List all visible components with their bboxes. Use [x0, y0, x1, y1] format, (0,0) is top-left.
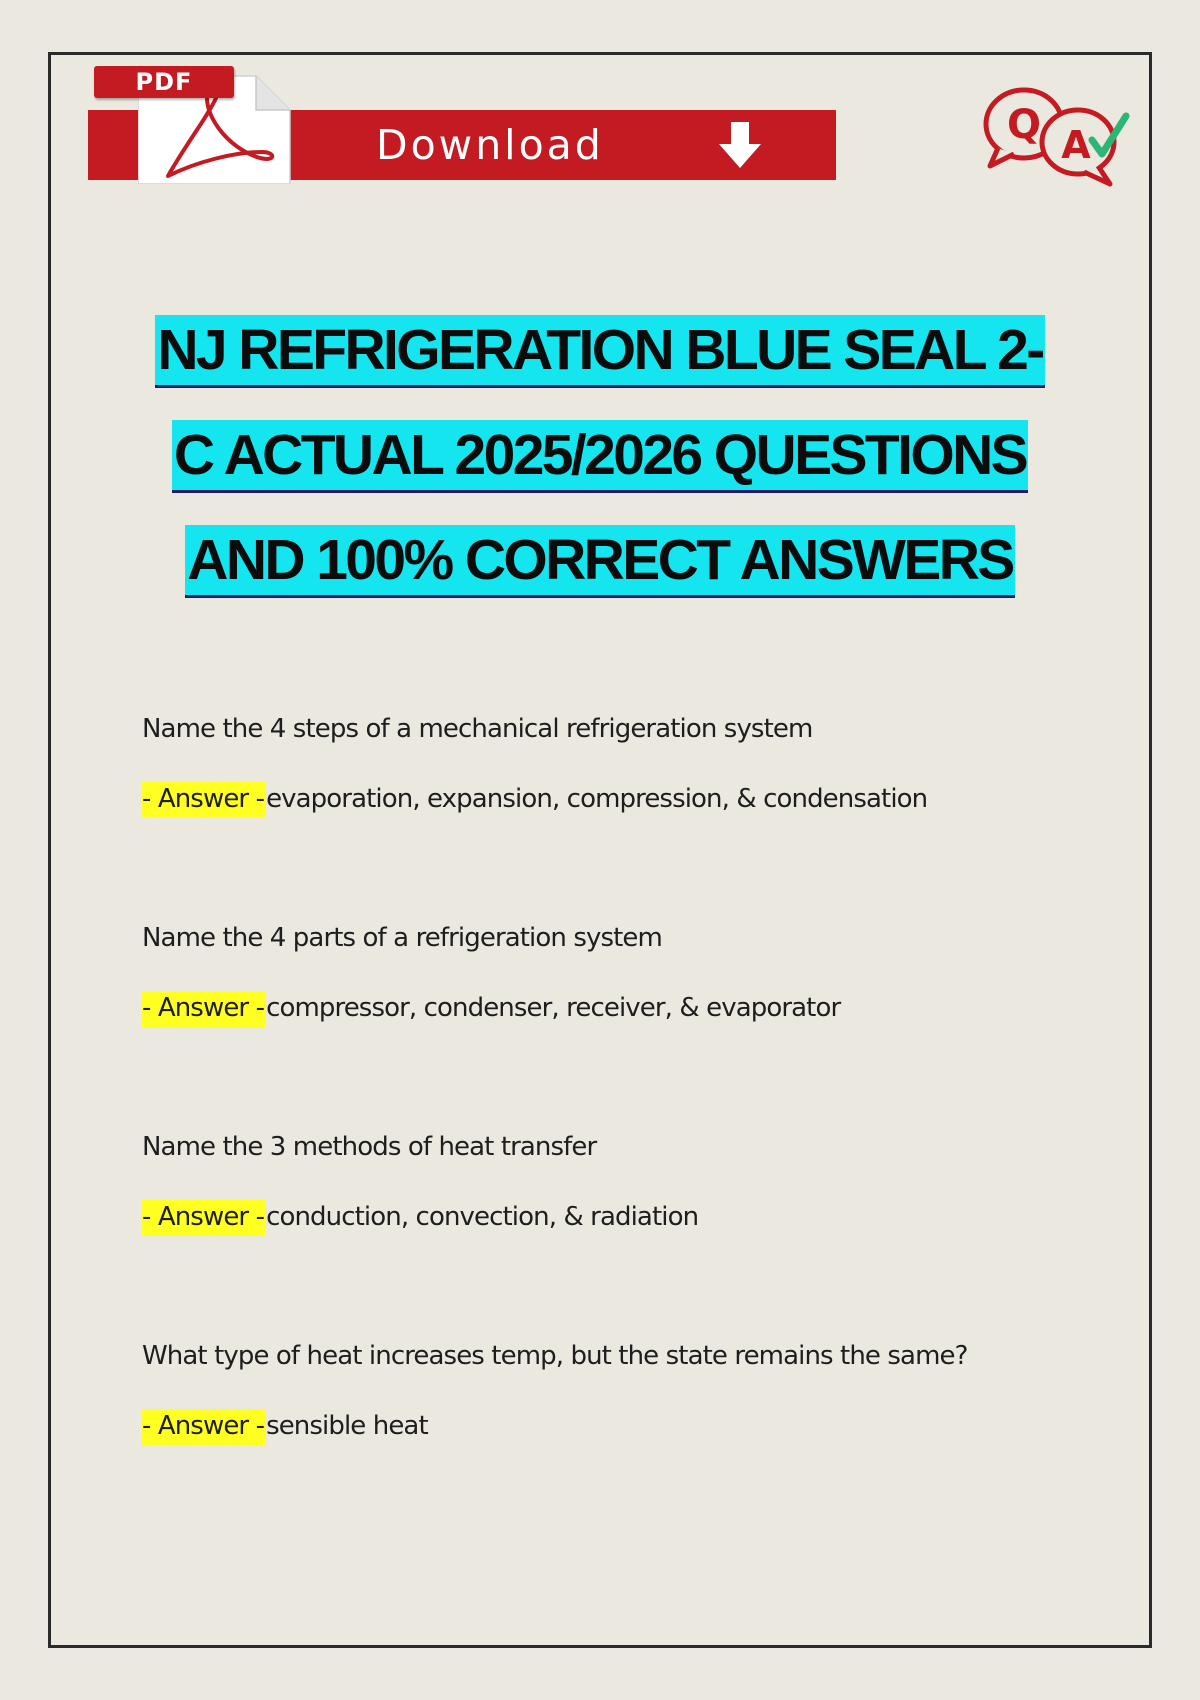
qa-logo — [980, 82, 1130, 190]
qa-item — [142, 712, 1102, 921]
pdf-badge-label: PDF — [135, 68, 193, 96]
title-line-3: AND 100% CORRECT ANSWERS — [185, 525, 1014, 598]
question-text: Name the 4 steps of a mechanical refrigeration system — [142, 714, 813, 744]
answer-label: - Answer - — [142, 1200, 266, 1236]
question-text: Name the 3 methods of heat transfer — [142, 1132, 597, 1162]
title-line-1: NJ REFRIGERATION BLUE SEAL 2- — [155, 315, 1044, 388]
title-line-2: C ACTUAL 2025/2026 QUESTIONS — [172, 420, 1028, 493]
answer-label: - Answer - — [142, 1409, 266, 1445]
answer-text: evaporation, expansion, compression, & condensation — [266, 784, 928, 814]
answer-row — [142, 782, 1102, 816]
qa-item — [142, 1130, 1102, 1339]
qa-item — [142, 1339, 1102, 1548]
answer-label: - Answer - — [142, 991, 266, 1027]
arrow-down-icon[interactable] — [715, 120, 765, 172]
answer-text: conduction, convection, & radiation — [266, 1202, 699, 1232]
answer-row — [142, 1409, 1102, 1443]
qa-item — [142, 921, 1102, 1130]
question-text: Name the 4 parts of a refrigeration system — [142, 923, 662, 953]
answer-label: - Answer - — [142, 782, 266, 818]
answer-text: sensible heat — [266, 1411, 428, 1441]
download-label[interactable]: Download — [376, 121, 604, 169]
download-banner[interactable] — [88, 66, 836, 184]
answer-row — [142, 1200, 1102, 1234]
question-text: What type of heat increases temp, but the state remains the same? — [142, 1341, 968, 1371]
document-title — [60, 315, 1140, 630]
qa-list — [142, 712, 1102, 1548]
answer-row — [142, 991, 1102, 1025]
qa-logo-a: A — [1061, 123, 1091, 167]
qa-logo-q: Q — [1006, 102, 1042, 148]
answer-text: compressor, condenser, receiver, & evaporator — [266, 993, 841, 1023]
